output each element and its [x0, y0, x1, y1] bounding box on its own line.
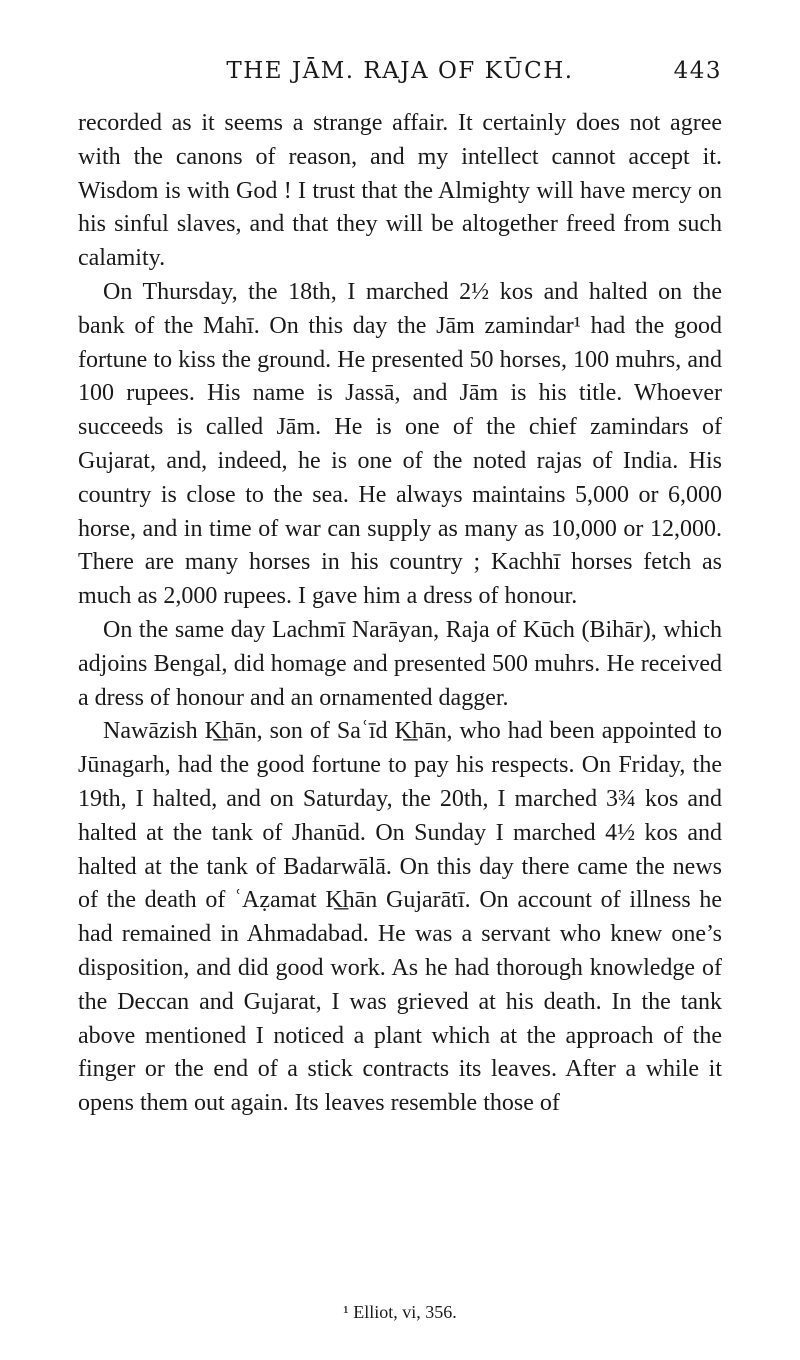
- running-head: [78, 58, 722, 90]
- paragraph-jam-zamindar: On Thursday, the 18th, I marched 2½ kos and halted on the bank of the Mahī. On this day the Jām zamindar¹ had the good fortune to kiss the ground. He presented 50 horses, 100 muhrs, and 100 rupees. His name is Jassā, and Jām is his title. Whoever succeeds is called Jām. He is one of the chief zamindars of Gujarat, and, indeed, he is one of the noted rajas of India. His country is close to the sea. He always maintains 5,000 or 6,000 horse, and in time of war can supply as many as 10,000 or 12,000. There are many horses in his country ; Kachhī horses fetch as much as 2,000 rupees. I gave him a dress of honour.: [78, 278, 722, 610]
- running-title: THE JĀM. RAJA OF KŪCH.: [226, 58, 574, 84]
- footnote: ¹ Elliot, vi, 356.: [343, 1302, 457, 1322]
- body-text: [78, 107, 722, 1121]
- paragraph-nawazish-khan: Nawāzish K͟hān, son of Saʿīd K͟hān, who had been appointed to Jūnagarh, had the good fortune to pay his respects. On Friday, the 19th, I halted, and on Saturday, the 20th, I marched 3¾ kos and halted at the tank of Jhanūd. On Sunday I marched 4½ kos and halted at the tank of Badarwālā. On this day there came the news of the death of ʿAẓamat K͟hān Gujarātī. On account of illness he had remained in Ahmadabad. He was a servant who knew one’s disposition, and did good work. As he had thorough knowledge of the Deccan and Gujarat, I was grieved at his death. In the tank above mentioned I noticed a plant which at the approach of the finger or the end of a stick contracts its leaves. After a while it opens them out again. Its leaves resemble those of: [78, 718, 722, 1117]
- paragraph-raja-of-kuch: On the same day Lachmī Narāyan, Raja of Kūch (Bihār), which adjoins Bengal, did homage and presented 500 muhrs. He received a dress of honour and an ornamented dagger.: [78, 616, 722, 711]
- page-number: 443: [673, 58, 722, 84]
- paragraph-continuation: recorded as it seems a strange affair. It certainly does not agree with the canons of reason, and my intellect cannot accept it. Wisdom is with God ! I trust that the Almighty will have mercy on his sinful slaves, and that they will be altogether freed from such calamity.: [78, 110, 722, 272]
